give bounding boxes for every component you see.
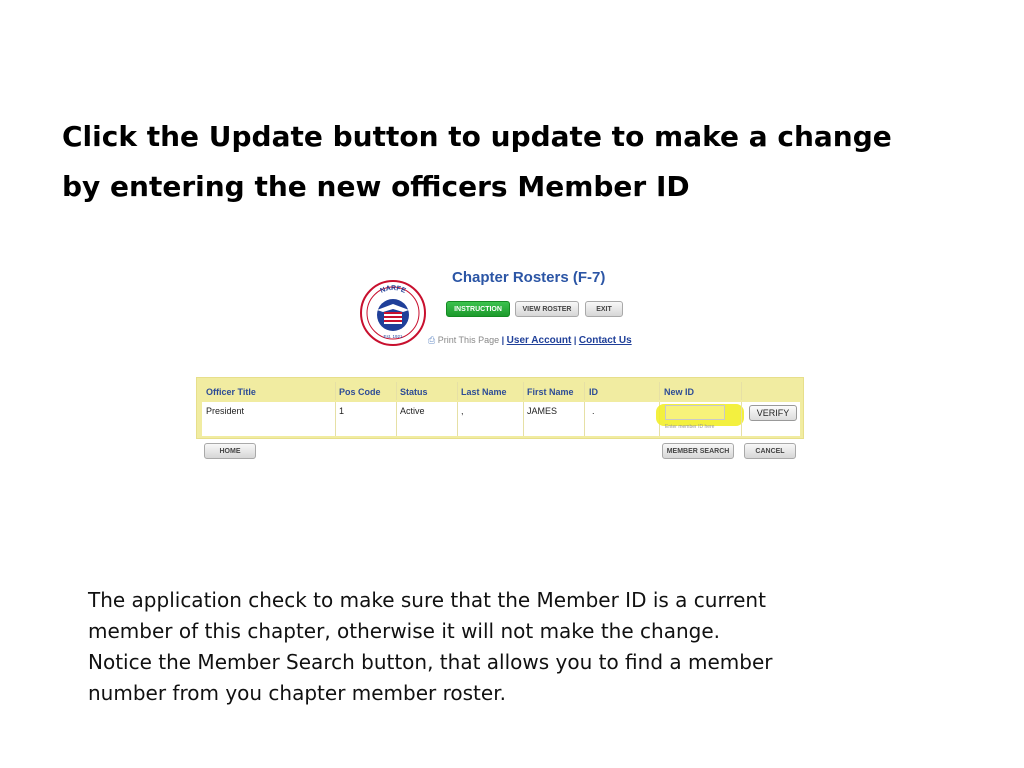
column-header-id: ID bbox=[589, 387, 598, 397]
cell-officer-title: President bbox=[206, 406, 245, 416]
slide-note-line-1: The application check to make sure that the Member ID is a current bbox=[88, 588, 766, 612]
slide-heading-line-1: Click the Update button to update to make a change bbox=[62, 120, 892, 153]
cancel-button[interactable]: CANCEL bbox=[744, 443, 796, 459]
link-separator: | bbox=[501, 335, 505, 345]
narfe-logo-icon bbox=[360, 280, 426, 346]
app-screenshot bbox=[196, 262, 808, 467]
column-header-pos-code: Pos Code bbox=[339, 387, 381, 397]
verify-button[interactable]: VERIFY bbox=[749, 405, 797, 421]
app-title: Chapter Rosters (F-7) bbox=[452, 269, 606, 286]
column-header-first-name: First Name bbox=[527, 387, 574, 397]
user-account-link[interactable]: User Account bbox=[506, 335, 572, 346]
member-search-button[interactable]: MEMBER SEARCH bbox=[662, 443, 734, 459]
home-button[interactable]: HOME bbox=[204, 443, 256, 459]
cell-last-name: , bbox=[461, 406, 464, 416]
slide-note-line-4: number from you chapter member roster. bbox=[88, 681, 506, 705]
officer-table bbox=[196, 377, 804, 439]
slide-note bbox=[88, 585, 848, 709]
logo-bottom-text: Est. 1921 bbox=[383, 334, 403, 339]
view-roster-button[interactable]: VIEW ROSTER bbox=[515, 301, 579, 317]
top-links bbox=[428, 335, 632, 346]
contact-us-link[interactable]: Contact Us bbox=[578, 335, 632, 346]
cell-status: Active bbox=[400, 406, 425, 416]
link-separator: | bbox=[573, 335, 577, 345]
column-header-new-id: New ID bbox=[664, 387, 695, 397]
printer-icon: ⎙ bbox=[428, 335, 436, 345]
cell-first-name: JAMES bbox=[527, 406, 558, 416]
slide-heading-line-2: by entering the new officers Member ID bbox=[62, 170, 690, 203]
column-header-officer-title: Officer Title bbox=[206, 387, 256, 397]
new-id-input[interactable] bbox=[665, 405, 725, 420]
new-id-hint: Enter member ID here bbox=[665, 424, 715, 430]
column-header-last-name: Last Name bbox=[461, 387, 507, 397]
slide-note-line-3: Notice the Member Search button, that allows you to find a member bbox=[88, 650, 773, 674]
instruction-button[interactable]: INSTRUCTION bbox=[446, 301, 510, 317]
table-row bbox=[202, 402, 800, 436]
column-header-status: Status bbox=[400, 387, 428, 397]
cell-pos-code: 1 bbox=[339, 406, 345, 416]
exit-button[interactable]: EXIT bbox=[585, 301, 623, 317]
print-page-link[interactable]: Print This Page bbox=[437, 335, 500, 345]
slide-heading bbox=[62, 112, 892, 212]
slide-note-line-2: member of this chapter, otherwise it will not make the change. bbox=[88, 619, 720, 643]
cell-id: . bbox=[592, 406, 595, 416]
logo-top-text: NARFE bbox=[379, 284, 407, 295]
